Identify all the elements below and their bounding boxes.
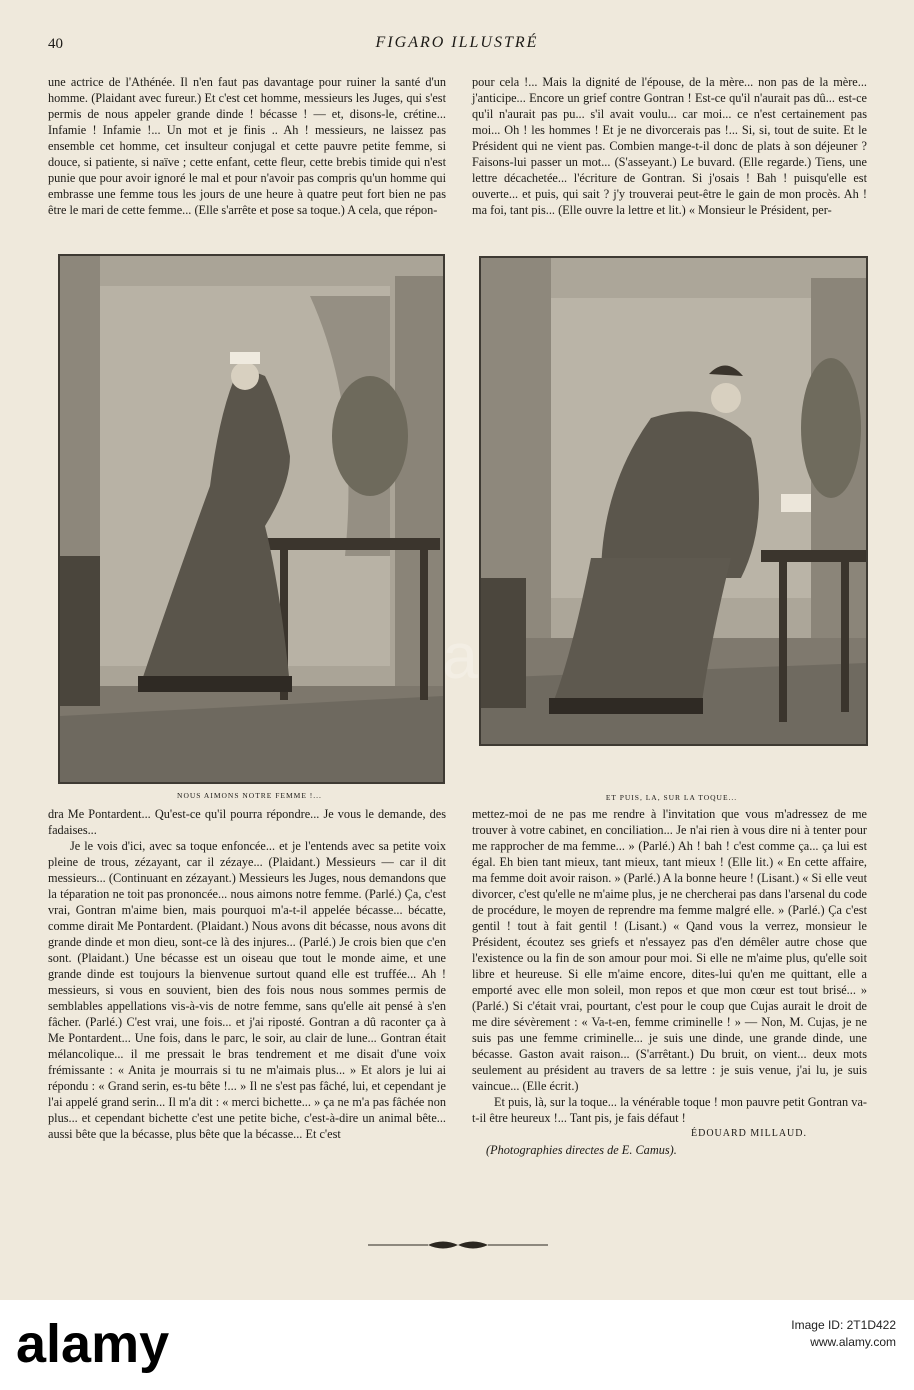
paragraph: pour cela !... Mais la dignité de l'épouse, de la mère... non pas de la mère... j'anticipe... Encore un grief contre Gontran ! Est-ce qu'il n'aurait pas dû... est-ce qu'il n'aurait pas pu... s'il avait voulu... car moi... ce n'est certainement pas moi... Oh ! les hommes ! Et je ne divorcerais pas !... Si, si, tout de suite. Et le Président qui ne vient pas. Combien mange-t-il donc de plats à son déjeuner ? Faisons-lui passer un mot... (S'asseyant.) Le buvard. (Elle regarde.) Tiens, une lettre décachetée... l'écriture de Gontran. Si j'osais ! Bah ! puisqu'elle est ouverte... et puis, qui sait ? j'y trouverai peut-être le gain de mon procès. Ah ! ma foi, tant pis... (Elle ouvre la lettre et lit.) « Monsieur le Président, per- [472, 75, 867, 217]
alamy-logo [12, 1310, 272, 1380]
paragraph: dra Me Pontardent... Qu'est-ce qu'il pourra répondre... Je vous le demande, des fadaises... [48, 807, 446, 837]
photo-caption-right: ET PUIS, LA, SUR LA TOQUE... [605, 793, 738, 802]
paragraph: une actrice de l'Athénée. Il n'en faut pas davantage pour ruiner la santé d'un homme. (Plaidant avec fureur.) Et c'est cet homme, messieurs les Juges, qui s'est permis de nous appeler grande dinde ! bécasse ! — et, disons-le, crétine... Infamie ! Infamie !... Un mot et je finis .. Ah ! messieurs, ne laissez pas ensemble cet homme, cet insulteur conjugal et cette pauvre petite femme, si douce, si patiente, si naïve ; cette enfant, cette fleur, cette brebis timide qui n'est punie que pour avoir ignoré le mal et pour n'avoir pas compris qu'un homme qui embrasse une femme tous les jours de une heure à quatre peut fort bien ne pas être le mari de cette femme... (Elle s'arrête et pose sa toque.) A cela, que répon- [48, 75, 446, 217]
svg-text:a: a [442, 620, 478, 692]
photo-woman-leaning-on-table [58, 254, 445, 784]
site-url: www.alamy.com [810, 1335, 896, 1349]
paragraph: Et puis, là, sur la toque... la vénérable toque ! mon pauvre petit Gontran va-t-il être heureux !... Tant pis, je fais défaut ! [472, 1095, 867, 1125]
photo-credit: (Photographies directes de E. Camus). [486, 1143, 677, 1157]
end-ornament-icon [368, 1238, 548, 1252]
watermark-meta [791, 1317, 896, 1351]
author-signature: ÉDOUARD MILLAUD. [691, 1128, 807, 1139]
text-column-bottom-right [472, 806, 867, 1158]
text-column-bottom-left [48, 806, 446, 1142]
text-column-top-right [472, 74, 867, 218]
alamy-logo-text: alamy [16, 1314, 170, 1374]
photo-left-illustration [60, 256, 443, 782]
photo-caption-left: NOUS AIMONS NOTRE FEMME !... [177, 791, 322, 800]
watermark-overlay [160, 620, 760, 700]
image-id: Image ID: 2T1D422 [791, 1318, 896, 1332]
paragraph: Je le vois d'ici, avec sa toque enfoncée... et je l'entends avec sa petite voix pleine de trous, zézayant, car il zézaye... (Plaidant.) Messieurs — car il dit messieurs... (Continuant en zézayant.) Messieurs les Juges, nous demandons que la téparation ne toit pas prononcée... nous aimons notre femme. (Parlé.) Ça, c'est vrai, Gontran m'aime bien, mais pourquoi m'a-t-il appelée bécasse... bécatte, comme dirait Me Pontardent. (Plaidant.) Nous avons dit bécasse, nous avons dit grande dinde et mon dieu, sont-ce là des injures... (Parlé.) Je crois bien que c'en sont. (Plaidant.) Une bécasse est un oiseau que tout le monde aime, et une grande dinde est toujours la bienvenue surtout quand elle est truffée... Ah ! messieurs, si vous en souvient, bien des fois nous nous sommes permis de semblables appellations vis-à-vis de notre femme, sans qu'elle ait pensé à s'en fâcher. (Parlé.) C'est vrai, une fois... et j'ai riposté. Gontran a dû raconter ça à Me Pontardent... Une fois, dans le parc, le soir, au clair de lune... Gontran était mélancolique... il me pressait le bras tendrement et me disait d'une voix frémissante : « Anita je mourrais si tu ne m'aimais plus... » Et alors je lui ai répondu : « Grand serin, es-tu bête !... » Il ne s'est pas fâché, lui, et cependant je l'ai appelé grand serin... Il m'a dit : « merci bichette... » ça ne m'a pas fâchée non plus... et cependant bichette c'est une petite biche, c'est-à-dire un animal bête... aussi bête que la bécasse, plus bête que la bécasse... Et c'est [48, 839, 446, 1141]
paragraph: mettez-moi de ne pas me rendre à l'invitation que vous m'adressez de me trouver à votre cabinet, en conciliation... Je n'ai rien à vous dire ni à tenter pour me rapprocher de ma femme... » (Parlé.) Ah ! bah ! c'est comme ça... ça lui est égal. Eh bien tant mieux, tant mieux, tant mieux ! (Elle lit.) « En cette affaire, ma femme doit avoir raison. » (Parlé.) A la bonne heure ! (Lisant.) « Si elle veut divorcer, c'est qu'elle ne m'aime plus, je ne chercherai pas dans l'arsenal du code de procédure, le moyen de reprendre ma femme malgré elle. » (Parlé.) Ça c'est gentil ! tout à fait gentil ! (Lisant.) « Qand vous la verrez, monsieur le Président, écoutez ses griefs et n'essayez pas d'en démêler autre chose que l'existence ou la fin de son amour pour moi. Si elle ne m'aime plus, qu'elle soit libre et heureuse. Si elle m'aime encore, dites-lui qu'en me quittant, elle a emporté avec elle mon soleil, mon repos et que mon cœur est tout brisé... » (Parlé.) Si c'était vrai, pourtant, c'est pour le coup que Cujas aurait le droit de me dire sévèrement : « Va-t-en, femme criminelle ! » — Non, M. Cujas, je ne suis pas une femme criminelle... je suis une dinde, une grande dinde, une bécasse. Gaston avait raison... (S'arrêtant.) Du bruit, on vient... deux mots seulement au président au travers de sa lettre : je suis venue, j'ai lu, je suis vaincue... (Elle écrit.) [472, 807, 867, 1093]
text-column-top-left [48, 74, 446, 218]
running-title: FIGARO ILLUSTRÉ [375, 34, 539, 51]
page-number: 40 [48, 36, 63, 52]
